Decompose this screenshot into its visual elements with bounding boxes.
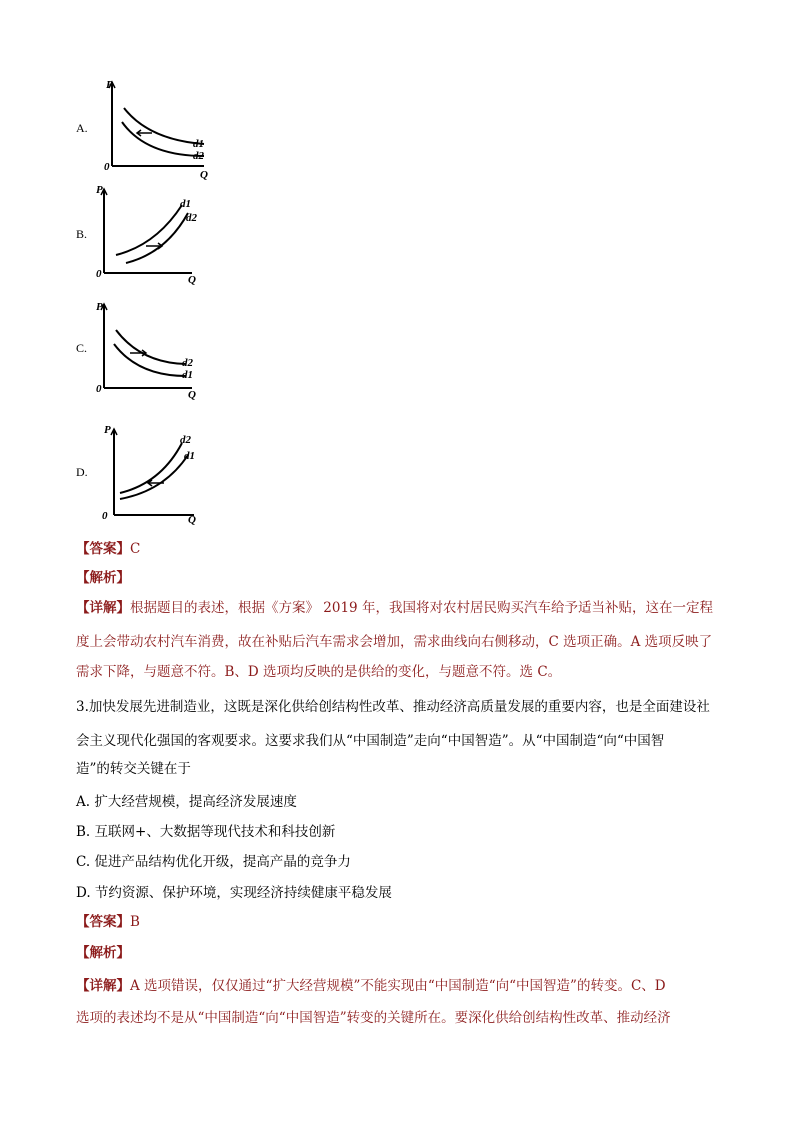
curve-c-top: [116, 330, 186, 364]
curve-b-bottom: [126, 213, 188, 263]
curve-label-c-bottom: d1: [182, 369, 193, 381]
option-label-b: B.: [76, 227, 88, 241]
x-axis-label-a: Q: [200, 169, 208, 181]
origin-label-a: 0: [104, 161, 110, 173]
origin-label-d: 0: [102, 510, 108, 522]
curve-a-top: [124, 108, 204, 144]
curve-label-d-bottom: d1: [184, 450, 195, 462]
q3-stem-line-2: 造”的转交关键在于: [76, 761, 191, 777]
y-axis-label-b: P: [96, 184, 103, 196]
curve-label-b-top: d1: [180, 198, 191, 210]
curve-b-top: [116, 205, 182, 255]
y-axis-label-c: P: [96, 301, 103, 313]
option-label-c: C.: [76, 341, 88, 355]
demand-graph-d: [102, 423, 216, 526]
q3-option-d: D. 节约资源、保护环境，实现经济持续健康平稳发展: [76, 885, 392, 901]
curve-label-a-bottom: d2: [193, 150, 204, 162]
q2-answer: [76, 538, 140, 560]
q3-detail-line-0: 【详解】A 选项错误，仅仅通过“扩大经营规模”不能实现由“中国制造“向“中国智造”的转变。C、D: [76, 978, 666, 994]
q3-option-c: C. 促进产品结构优化开级，提高产晶的竞争力: [76, 854, 351, 870]
q3-answer-tag: 【答案】: [76, 914, 130, 930]
demand-graph-b: [96, 183, 206, 286]
demand-graph-c: [96, 298, 206, 401]
q3-analysis: [76, 942, 130, 964]
x-axis-label-c: Q: [188, 389, 196, 401]
demand-graph-a: [104, 78, 214, 181]
curve-label-a-top: d1: [193, 138, 204, 150]
origin-label-b: 0: [96, 268, 102, 280]
option-label-a: A.: [76, 121, 88, 135]
q2-detail-line-2: 需求下降，与题意不符。B、D 选项均反映的是供给的变化，与题意不符。选 C。: [76, 664, 562, 680]
x-axis-label-b: Q: [188, 274, 196, 286]
q2-detail-line-0: 【详解】根据题目的表述，根据《方案》 2019 年，我国将对农村居民购买汽车给予适当补贴，这在一定程: [76, 600, 713, 616]
q3-detail-tag: 【详解】: [76, 978, 130, 994]
curve-label-d-top: d2: [180, 434, 191, 446]
origin-label-c: 0: [96, 383, 102, 395]
q3-option-a: A. 扩大经营规模，提高经济发展速度: [76, 794, 297, 810]
q2-analysis: [76, 567, 130, 589]
q2-detail-line-1: 度上会带动农村汽车消费，故在补贴后汽车需求会增加，需求曲线向右侧移动，C 选项正确。A 选项反映了: [76, 634, 713, 650]
q2-analysis-tag: 【解析】: [76, 570, 130, 586]
curve-label-c-top: d2: [182, 357, 193, 369]
q2-answer-value: C: [130, 541, 141, 557]
curve-c-bottom: [114, 344, 186, 376]
curve-a-bottom: [122, 122, 204, 156]
option-label-d: D.: [76, 465, 88, 479]
y-axis-label-a: P: [106, 79, 113, 91]
q3-stem-line-0: 3.加快发展先进制造业，这既是深化供给创结构性改革、推动经济高质量发展的重要内容，也是全面建设社: [76, 699, 710, 715]
q3-analysis-tag: 【解析】: [76, 945, 130, 961]
q3-option-b: B. 互联网+、大数据等现代技术和科技创新: [76, 824, 336, 840]
q3-answer: [76, 911, 140, 933]
q2-answer-tag: 【答案】: [76, 541, 130, 557]
q2-detail-tag: 【详解】: [76, 600, 130, 616]
q3-detail-line-1: 选项的表述均不是从“中国制造“向“中国智造”转变的关键所在。要深化供给创结构性改革、推动经济: [76, 1010, 671, 1026]
x-axis-label-d: Q: [188, 514, 196, 526]
y-axis-label-d: P: [104, 424, 111, 436]
q3-stem-line-1: 会主义现代化强国的客观要求。这要求我们从“中国制造”走向“中国智造”。从“中国制造“向“中国智: [76, 733, 665, 749]
curve-label-b-bottom: d2: [186, 212, 197, 224]
q3-answer-value: B: [130, 914, 140, 930]
